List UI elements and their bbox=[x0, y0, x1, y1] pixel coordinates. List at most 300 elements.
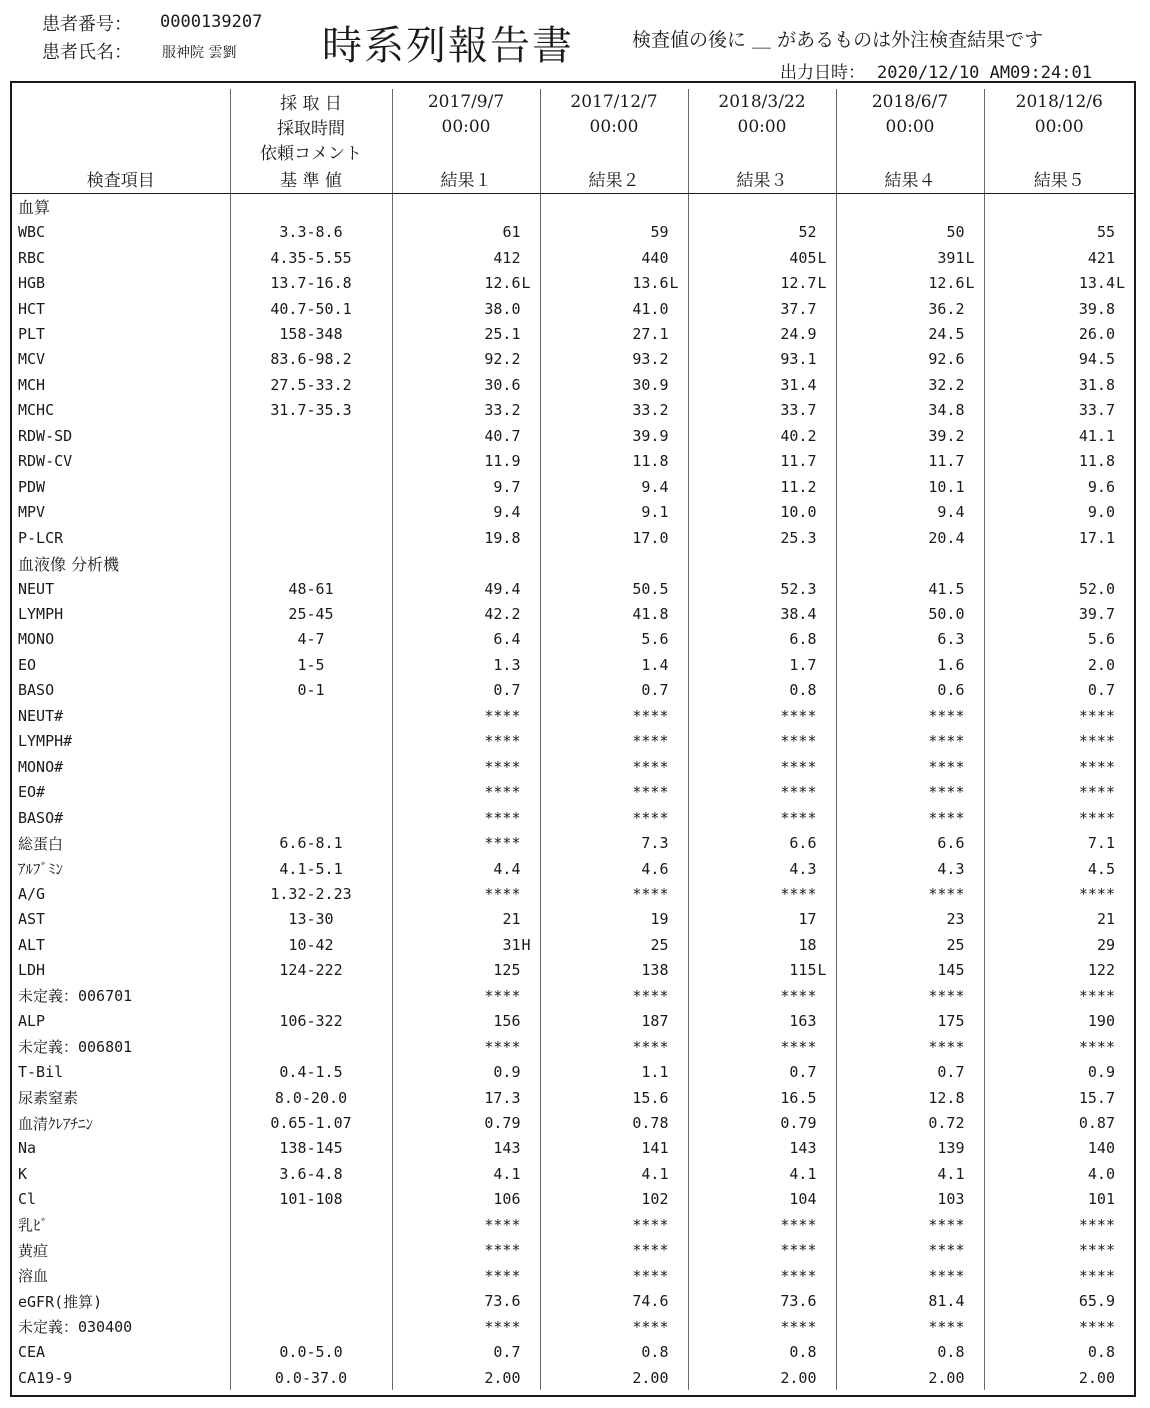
result-value: **** bbox=[632, 1266, 669, 1285]
result-value: 41.0 bbox=[632, 299, 669, 318]
result-value: 0.7 bbox=[937, 1063, 965, 1082]
result-value: 50 bbox=[946, 223, 965, 242]
result-value: 36.2 bbox=[928, 299, 965, 318]
result-cell bbox=[836, 347, 984, 372]
result-value: 0.9 bbox=[493, 1063, 521, 1082]
result-value: **** bbox=[632, 706, 669, 725]
result-value: **** bbox=[632, 884, 669, 903]
table-row bbox=[12, 601, 1134, 626]
result-value: 0.7 bbox=[789, 1063, 817, 1082]
result-value: 0.8 bbox=[937, 1343, 965, 1362]
result-value: 0.79 bbox=[780, 1114, 817, 1133]
result-cell bbox=[540, 1034, 688, 1059]
reference-range bbox=[230, 1034, 392, 1059]
result-value: 32.2 bbox=[928, 375, 965, 394]
reference-range: 10-42 bbox=[230, 932, 392, 957]
result-column-header: 結果３ bbox=[688, 164, 836, 194]
result-cell bbox=[836, 194, 984, 220]
result-value: **** bbox=[928, 884, 965, 903]
reference-range: 1-5 bbox=[230, 652, 392, 677]
output-datetime-line bbox=[780, 58, 1092, 83]
patient-name-label: 患者氏名： bbox=[42, 42, 132, 63]
result-value: 52.3 bbox=[780, 579, 817, 598]
table-row bbox=[12, 958, 1134, 983]
result-value: 138 bbox=[641, 961, 669, 980]
result-cell bbox=[540, 805, 688, 830]
section-row bbox=[12, 550, 1134, 575]
result-value: 4.1 bbox=[937, 1164, 965, 1183]
result-value: 156 bbox=[493, 1012, 521, 1031]
result-value: **** bbox=[928, 1215, 965, 1234]
table-row bbox=[12, 678, 1134, 703]
result-value: 0.87 bbox=[1078, 1114, 1115, 1133]
result-cell bbox=[836, 296, 984, 321]
result-cell bbox=[688, 194, 836, 220]
result-cell bbox=[540, 347, 688, 372]
result-cell bbox=[392, 601, 540, 626]
reference-range: 3.6-4.8 bbox=[230, 1161, 392, 1186]
result-value: **** bbox=[1078, 757, 1115, 776]
result-cell bbox=[836, 1365, 984, 1390]
result-value: **** bbox=[1078, 1266, 1115, 1285]
result-cell bbox=[540, 1009, 688, 1034]
result-value: 115 bbox=[789, 961, 817, 980]
reference-range: 25-45 bbox=[230, 601, 392, 626]
result-cell bbox=[540, 601, 688, 626]
result-value: 29 bbox=[1096, 935, 1115, 954]
result-cell bbox=[392, 1059, 540, 1084]
result-value: 4.5 bbox=[1087, 859, 1115, 878]
table-row bbox=[12, 779, 1134, 804]
result-value: 24.5 bbox=[928, 324, 965, 343]
result-value: 0.7 bbox=[493, 1343, 521, 1362]
result-cell bbox=[540, 245, 688, 270]
results-table-header bbox=[12, 89, 1134, 194]
result-value: **** bbox=[928, 1317, 965, 1336]
result-value: 37.7 bbox=[780, 299, 817, 318]
col-date: 2017/12/7 bbox=[540, 89, 688, 114]
result-value: 19 bbox=[650, 910, 669, 929]
result-value: 4.3 bbox=[937, 859, 965, 878]
reference-range: 40.7-50.1 bbox=[230, 296, 392, 321]
abnormal-flag: H bbox=[521, 935, 531, 954]
result-value: 1.7 bbox=[789, 655, 817, 674]
reference-range bbox=[230, 194, 392, 220]
result-cell bbox=[836, 627, 984, 652]
result-cell bbox=[984, 881, 1134, 906]
result-cell bbox=[540, 703, 688, 728]
result-value: 6.3 bbox=[937, 630, 965, 649]
result-cell bbox=[540, 958, 688, 983]
reference-range bbox=[230, 983, 392, 1008]
col-time: 00:00 bbox=[688, 114, 836, 139]
table-row bbox=[12, 907, 1134, 932]
reference-range: 13-30 bbox=[230, 907, 392, 932]
result-cell bbox=[392, 499, 540, 524]
result-value: 92.6 bbox=[928, 350, 965, 369]
result-cell bbox=[540, 398, 688, 423]
patient-id-label: 患者番号： bbox=[42, 14, 132, 35]
result-value: 0.8 bbox=[789, 1343, 817, 1362]
result-cell bbox=[392, 958, 540, 983]
result-value: 440 bbox=[641, 248, 669, 267]
result-cell bbox=[392, 576, 540, 601]
result-value: **** bbox=[780, 1037, 817, 1056]
result-value: 125 bbox=[493, 961, 521, 980]
result-cell bbox=[836, 907, 984, 932]
result-value: **** bbox=[484, 1266, 521, 1285]
result-cell bbox=[392, 907, 540, 932]
test-item-name: 未定義：006701 bbox=[18, 987, 133, 1006]
result-value: 52.0 bbox=[1078, 579, 1115, 598]
result-value: 11.8 bbox=[632, 452, 669, 471]
result-value: 391 bbox=[937, 248, 965, 267]
result-value: **** bbox=[632, 986, 669, 1005]
result-cell bbox=[984, 856, 1134, 881]
col-date: 2017/9/7 bbox=[392, 89, 540, 114]
result-value: 21 bbox=[502, 910, 521, 929]
result-value: 0.7 bbox=[1087, 681, 1115, 700]
result-value: 10.1 bbox=[928, 477, 965, 496]
result-value: 4.1 bbox=[493, 1164, 521, 1183]
test-item-name: A/G bbox=[18, 884, 46, 903]
result-value: 34.8 bbox=[928, 401, 965, 420]
result-value: 0.7 bbox=[641, 681, 669, 700]
result-cell bbox=[984, 1238, 1134, 1263]
result-value: **** bbox=[780, 884, 817, 903]
result-cell bbox=[984, 550, 1134, 575]
reference-range bbox=[230, 779, 392, 804]
result-value: 106 bbox=[493, 1190, 521, 1209]
result-value: 25.1 bbox=[484, 324, 521, 343]
result-value: **** bbox=[632, 1037, 669, 1056]
result-value: 1.1 bbox=[641, 1063, 669, 1082]
result-value: **** bbox=[928, 1241, 965, 1260]
result-cell bbox=[688, 907, 836, 932]
result-value: **** bbox=[632, 1241, 669, 1260]
table-row bbox=[12, 423, 1134, 448]
result-value: 140 bbox=[1087, 1139, 1115, 1158]
result-value: 9.0 bbox=[1087, 503, 1115, 522]
result-cell bbox=[392, 1085, 540, 1110]
result-cell bbox=[836, 958, 984, 983]
result-cell bbox=[836, 932, 984, 957]
result-value: **** bbox=[632, 732, 669, 751]
result-value: 30.6 bbox=[484, 375, 521, 394]
result-value: **** bbox=[1078, 1215, 1115, 1234]
result-value: **** bbox=[484, 732, 521, 751]
table-row bbox=[12, 729, 1134, 754]
result-value: **** bbox=[1078, 1241, 1115, 1260]
patient-name: 服神院 雲劉 bbox=[162, 45, 237, 61]
reference-range bbox=[230, 1314, 392, 1339]
test-item-name: RDW-CV bbox=[18, 452, 73, 471]
test-item-name: 溶血 bbox=[18, 1267, 49, 1286]
result-cell bbox=[540, 1263, 688, 1288]
result-value: **** bbox=[780, 1241, 817, 1260]
result-cell bbox=[688, 1059, 836, 1084]
result-value: 5.6 bbox=[641, 630, 669, 649]
result-cell bbox=[392, 296, 540, 321]
result-value: 25.3 bbox=[780, 528, 817, 547]
result-cell bbox=[392, 805, 540, 830]
test-item-name: T-Bil bbox=[18, 1063, 64, 1082]
result-cell bbox=[392, 321, 540, 346]
test-item-name: RDW-SD bbox=[18, 426, 73, 445]
item-column-header: 検査項目 bbox=[12, 164, 230, 194]
result-value: **** bbox=[484, 1317, 521, 1336]
result-cell bbox=[540, 779, 688, 804]
result-column-header: 結果２ bbox=[540, 164, 688, 194]
request-comment-label: 依頼コメント bbox=[230, 139, 392, 164]
result-value: 12.8 bbox=[928, 1088, 965, 1107]
result-value: 2.00 bbox=[484, 1368, 521, 1387]
result-cell bbox=[688, 347, 836, 372]
result-value: 190 bbox=[1087, 1012, 1115, 1031]
result-value: 2.00 bbox=[928, 1368, 965, 1387]
result-cell bbox=[836, 729, 984, 754]
result-value: **** bbox=[780, 1317, 817, 1336]
test-item-name: EO# bbox=[18, 783, 46, 802]
test-item-name: BASO bbox=[18, 681, 55, 700]
result-cell bbox=[392, 449, 540, 474]
result-cell bbox=[984, 907, 1134, 932]
result-cell bbox=[540, 321, 688, 346]
reference-range: 4.1-5.1 bbox=[230, 856, 392, 881]
result-cell bbox=[392, 1187, 540, 1212]
result-cell bbox=[836, 321, 984, 346]
result-cell bbox=[836, 983, 984, 1008]
test-item-name: AST bbox=[18, 910, 46, 929]
collect-date-row bbox=[12, 89, 1134, 114]
reference-range bbox=[230, 550, 392, 575]
abnormal-flag: L bbox=[965, 274, 975, 293]
reference-range bbox=[230, 499, 392, 524]
result-cell bbox=[984, 1110, 1134, 1135]
result-cell bbox=[688, 550, 836, 575]
result-value: **** bbox=[1078, 1037, 1115, 1056]
result-cell bbox=[984, 1059, 1134, 1084]
test-item-name: MCV bbox=[18, 350, 46, 369]
result-cell bbox=[984, 398, 1134, 423]
result-value: **** bbox=[1078, 706, 1115, 725]
result-cell bbox=[984, 779, 1134, 804]
result-cell bbox=[540, 1288, 688, 1313]
result-cell bbox=[836, 449, 984, 474]
result-cell bbox=[984, 983, 1134, 1008]
reference-range: 83.6-98.2 bbox=[230, 347, 392, 372]
result-value: **** bbox=[484, 808, 521, 827]
result-cell bbox=[984, 932, 1134, 957]
section-row bbox=[12, 194, 1134, 220]
result-cell bbox=[540, 1161, 688, 1186]
result-cell bbox=[392, 830, 540, 855]
table-row bbox=[12, 1009, 1134, 1034]
result-value: 102 bbox=[641, 1190, 669, 1209]
result-value: **** bbox=[928, 808, 965, 827]
result-value: 0.6 bbox=[937, 681, 965, 700]
test-item-name: WBC bbox=[18, 223, 46, 242]
result-cell bbox=[984, 652, 1134, 677]
result-cell bbox=[836, 525, 984, 550]
reference-range bbox=[230, 1263, 392, 1288]
test-item-name: BASO# bbox=[18, 808, 64, 827]
test-item-name: Cl bbox=[18, 1190, 37, 1209]
output-datetime-label: 出力日時： bbox=[780, 63, 865, 83]
result-value: 103 bbox=[937, 1190, 965, 1209]
result-value: 39.8 bbox=[1078, 299, 1115, 318]
col-time: 00:00 bbox=[984, 114, 1134, 139]
result-cell bbox=[540, 729, 688, 754]
result-cell bbox=[836, 1288, 984, 1313]
result-cell bbox=[688, 1365, 836, 1390]
result-cell bbox=[688, 1136, 836, 1161]
result-cell bbox=[540, 1339, 688, 1364]
abnormal-flag: L bbox=[817, 274, 827, 293]
result-value: 2.00 bbox=[1078, 1368, 1115, 1387]
result-value: 15.6 bbox=[632, 1088, 669, 1107]
result-cell bbox=[688, 576, 836, 601]
result-value: 4.4 bbox=[493, 859, 521, 878]
result-cell bbox=[984, 525, 1134, 550]
col-time: 00:00 bbox=[540, 114, 688, 139]
result-cell bbox=[984, 1136, 1134, 1161]
result-cell bbox=[984, 1263, 1134, 1288]
table-row bbox=[12, 1187, 1134, 1212]
test-item-name: EO bbox=[18, 655, 37, 674]
result-cell bbox=[540, 499, 688, 524]
result-value: 39.9 bbox=[632, 426, 669, 445]
reference-range bbox=[230, 525, 392, 550]
result-value: **** bbox=[780, 1215, 817, 1234]
reference-range bbox=[230, 1238, 392, 1263]
result-value: 0.79 bbox=[484, 1114, 521, 1133]
result-cell bbox=[984, 423, 1134, 448]
result-value: 21 bbox=[1096, 910, 1115, 929]
reference-range bbox=[230, 1288, 392, 1313]
result-cell bbox=[392, 1110, 540, 1135]
result-cell bbox=[984, 627, 1134, 652]
result-value: 20.4 bbox=[928, 528, 965, 547]
result-column-header: 結果５ bbox=[984, 164, 1134, 194]
result-cell bbox=[392, 423, 540, 448]
result-value: **** bbox=[1078, 808, 1115, 827]
result-value: **** bbox=[928, 757, 965, 776]
result-value: **** bbox=[928, 1266, 965, 1285]
result-value: 11.9 bbox=[484, 452, 521, 471]
result-value: 41.5 bbox=[928, 579, 965, 598]
result-value: **** bbox=[780, 706, 817, 725]
table-row bbox=[12, 881, 1134, 906]
result-cell bbox=[836, 270, 984, 295]
result-cell bbox=[688, 372, 836, 397]
result-value: 27.1 bbox=[632, 324, 669, 343]
results-table bbox=[12, 89, 1134, 1390]
result-value: 18 bbox=[798, 935, 817, 954]
result-cell bbox=[836, 805, 984, 830]
result-cell bbox=[688, 1187, 836, 1212]
result-value: 0.8 bbox=[1087, 1343, 1115, 1362]
result-cell bbox=[984, 1034, 1134, 1059]
result-cell bbox=[392, 703, 540, 728]
reference-range bbox=[230, 423, 392, 448]
result-value: 12.6 bbox=[484, 274, 521, 293]
result-cell bbox=[688, 1212, 836, 1237]
result-cell bbox=[688, 525, 836, 550]
table-row bbox=[12, 372, 1134, 397]
result-cell bbox=[392, 1161, 540, 1186]
table-row bbox=[12, 754, 1134, 779]
result-value: 50.0 bbox=[928, 604, 965, 623]
reference-range: 13.7-16.8 bbox=[230, 270, 392, 295]
result-cell bbox=[540, 907, 688, 932]
result-cell bbox=[688, 652, 836, 677]
result-cell bbox=[688, 958, 836, 983]
result-cell bbox=[392, 754, 540, 779]
result-cell bbox=[688, 983, 836, 1008]
reference-range: 0.4-1.5 bbox=[230, 1059, 392, 1084]
reference-range bbox=[230, 729, 392, 754]
result-cell bbox=[984, 296, 1134, 321]
table-row bbox=[12, 983, 1134, 1008]
result-cell bbox=[540, 1365, 688, 1390]
test-item-name: P-LCR bbox=[18, 528, 64, 547]
result-column-header: 結果４ bbox=[836, 164, 984, 194]
result-cell bbox=[392, 1263, 540, 1288]
test-item-name: HCT bbox=[18, 299, 46, 318]
test-item-name: NEUT bbox=[18, 579, 55, 598]
result-value: 41.8 bbox=[632, 604, 669, 623]
table-row bbox=[12, 1288, 1134, 1313]
result-cell bbox=[688, 830, 836, 855]
test-item-name: LYMPH bbox=[18, 604, 64, 623]
test-item-name: 総蛋白 bbox=[18, 834, 64, 853]
reference-range bbox=[230, 703, 392, 728]
result-value: 139 bbox=[937, 1139, 965, 1158]
result-cell bbox=[836, 1085, 984, 1110]
result-value: 40.7 bbox=[484, 426, 521, 445]
result-cell bbox=[540, 449, 688, 474]
result-value: **** bbox=[1078, 986, 1115, 1005]
result-cell bbox=[392, 932, 540, 957]
result-cell bbox=[392, 550, 540, 575]
result-cell bbox=[836, 1212, 984, 1237]
result-cell bbox=[688, 219, 836, 244]
result-value: 92.2 bbox=[484, 350, 521, 369]
result-cell bbox=[836, 576, 984, 601]
result-cell bbox=[836, 245, 984, 270]
result-value: 9.4 bbox=[641, 477, 669, 496]
result-cell bbox=[540, 1085, 688, 1110]
result-cell bbox=[688, 779, 836, 804]
test-item-name: MPV bbox=[18, 503, 46, 522]
result-value: 143 bbox=[493, 1139, 521, 1158]
result-cell bbox=[836, 856, 984, 881]
result-cell bbox=[392, 1339, 540, 1364]
result-cell bbox=[392, 1009, 540, 1034]
results-table-body bbox=[12, 194, 1134, 1391]
table-row bbox=[12, 219, 1134, 244]
result-value: 93.1 bbox=[780, 350, 817, 369]
test-item-name: 未定義：006801 bbox=[18, 1038, 133, 1057]
result-value: 12.7 bbox=[780, 274, 817, 293]
result-value: 33.7 bbox=[780, 401, 817, 420]
result-value: **** bbox=[484, 783, 521, 802]
reference-range: 27.5-33.2 bbox=[230, 372, 392, 397]
result-cell bbox=[540, 1212, 688, 1237]
result-value: 50.5 bbox=[632, 579, 669, 598]
result-cell bbox=[836, 601, 984, 626]
